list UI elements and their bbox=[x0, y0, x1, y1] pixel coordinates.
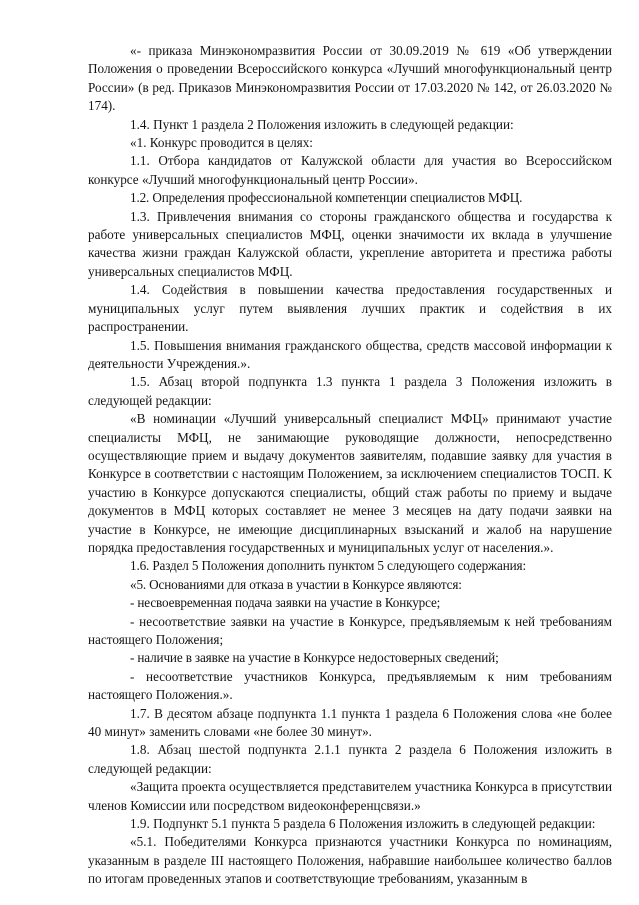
paragraph-refusal-grounds: «5. Основаниями для отказа в участии в Конкурсе являются: bbox=[130, 576, 462, 592]
paragraph-amendment-1-9: 1.9. Подпункт 5.1 пункта 5 раздела 6 Положения изложить в следующей редакции: bbox=[130, 816, 596, 832]
paragraph-amendment-1-8: 1.8. Абзац шестой подпункта 2.1.1 пункта 2 раздела 6 Положения изложить в следующей редакции: bbox=[88, 742, 612, 776]
paragraph-amendment-1-6: 1.6. Раздел 5 Положения дополнить пунктом 5 следующего содержания: bbox=[130, 558, 526, 574]
paragraph-winners: «5.1. Победителями Конкурса признаются участники Конкурса по номинациям, указанным в разделе III настоящего Положения, набравшие наибольшее количество баллов по итогам проведенных этапов и соответствующие требованиям, указанным в bbox=[88, 834, 612, 887]
paragraph-amendment-1-5: 1.5. Абзац второй подпункта 1.3 пункта 1 раздела 3 Положения изложить в следующей редакции: bbox=[88, 374, 612, 408]
paragraph-refusal-item-2: - несоответствие заявки на участие в Конкурсе, предъявляемым к ней требованиям настоящего Положения; bbox=[88, 613, 612, 647]
paragraph-refusal-item-3: - наличие в заявке на участие в Конкурсе недостоверных сведений; bbox=[130, 650, 499, 666]
paragraph-goal-1-4: 1.4. Содействия в повышении качества предоставления государственных и муниципальных услуг путем выявления лучших практик и содействия в их распространении. bbox=[88, 282, 612, 335]
paragraph-amendment-1-4: 1.4. Пункт 1 раздела 2 Положения изложить в следующей редакции: bbox=[130, 116, 514, 132]
paragraph-project-defense: «Защита проекта осуществляется представителем участника Конкурса в присутствии членов Комиссии или посредством видеоконференцсвязи.» bbox=[88, 779, 612, 813]
paragraph-goal-1-3: 1.3. Привлечения внимания со стороны гражданского общества и государства к работе универсальных специалистов МФЦ, оценки значимости их вклада в улучшение качества жизни граждан Калужской области, укрепление авторитета и престижа работы универсальных специалистов МФЦ. bbox=[88, 208, 612, 279]
paragraph-contest-goals: «1. Конкурс проводится в целях: bbox=[130, 135, 313, 151]
paragraph-nomination-text: «В номинации «Лучший универсальный специалист МФЦ» принимают участие специалисты МФЦ, не занимающие руководящие должности, непосредственно осуществляющие прием и выдачу документов заявителям, подавшие заявку для участия в Конкурсе в соответствии с настоящим Положением, за исключением специалистов ТОСП. К участию в Конкурсе допускаются специалисты, общий стаж работы по приему и выдаче документов в МФЦ которых составляет не менее 3 месяцев на дату подачи заявки на участие в Конкурсе, не имеющие дисциплинарных взысканий и жалоб на нарушение порядка предоставления государственных и муниципальных услуг от населения.». bbox=[88, 411, 612, 555]
paragraph-refusal-item-1: - несвоевременная подача заявки на участие в Конкурсе; bbox=[130, 595, 441, 611]
paragraph-refusal-item-4: - несоответствие участников Конкурса, предъявляемым к ним требованиям настоящего Положения.». bbox=[88, 668, 612, 703]
paragraph-goal-1-2: 1.2. Определения профессиональной компетенции специалистов МФЦ. bbox=[130, 190, 523, 206]
paragraph-order-reference: «- приказа Минэкономразвития России от 30.09.2019 № 619 «Об утверждении Положения о проведении Всероссийского конкурса «Лучший многофункциональный центр России» (в ред. Приказов Минэкономразвития России от 17.03.2020 № 142, от 26.03.2020 № 174). bbox=[88, 43, 612, 114]
document-page bbox=[88, 42, 612, 889]
paragraph-amendment-1-7: 1.7. В десятом абзаце подпункта 1.1 пункта 1 раздела 6 Положения слова «не более 40 минут» заменить словами «не более 30 минут». bbox=[88, 705, 612, 740]
paragraph-goal-1-1: 1.1. Отбора кандидатов от Калужской области для участия во Всероссийском конкурсе «Лучший многофункциональный центр России». bbox=[88, 153, 612, 187]
paragraph-goal-1-5: 1.5. Повышения внимания гражданского общества, средств массовой информации к деятельности Учреждения.». bbox=[88, 337, 612, 371]
